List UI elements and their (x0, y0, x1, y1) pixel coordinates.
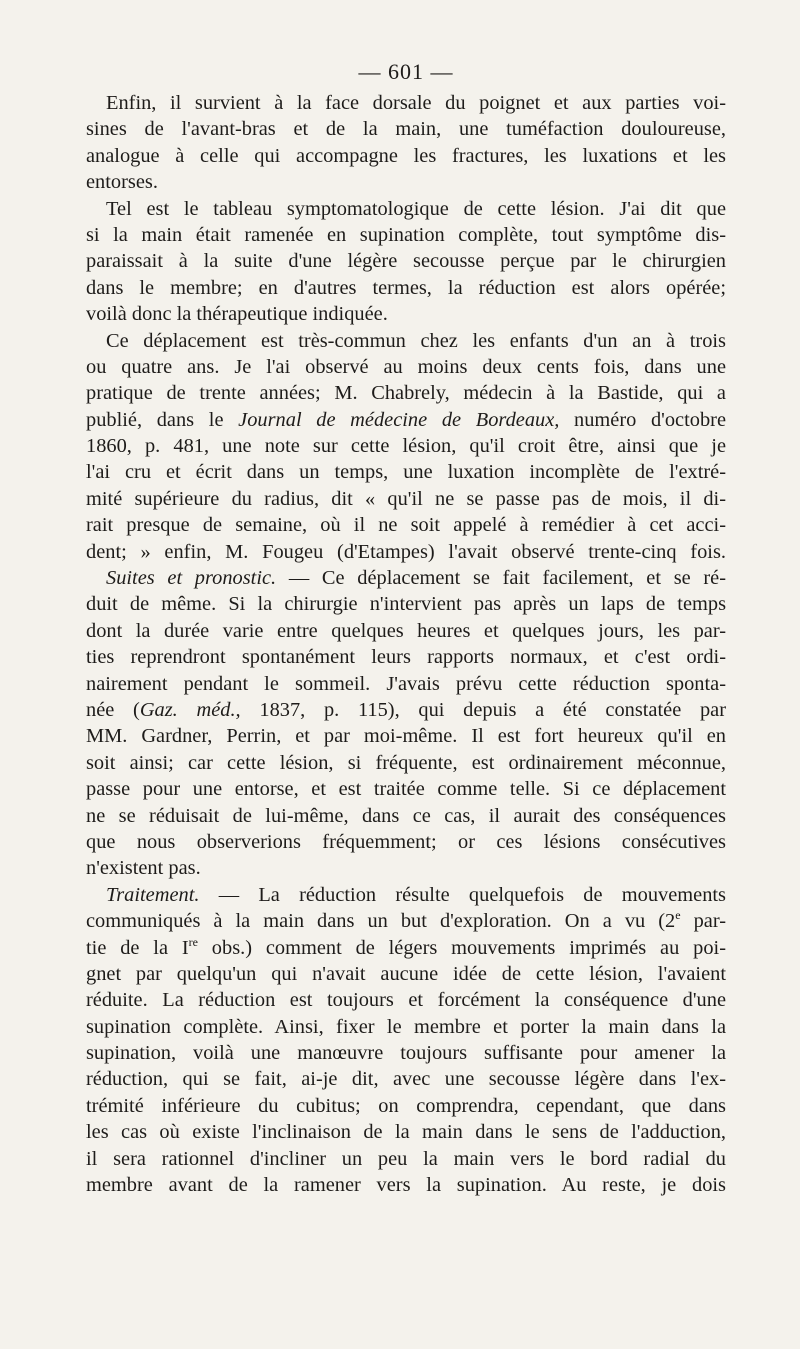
text-line: analogue à celle qui accompagne les fractures, les luxations et les (86, 144, 726, 167)
text-fragment: numéro d'octobre (559, 408, 726, 431)
text-line: rait presque de semaine, où il ne soit appelé à remédier à cet acci- (86, 514, 726, 537)
text-line (86, 935, 726, 961)
text-line: réduction, qui se fait, ai-je dit, avec une secousse légère dans l'ex- (86, 1068, 726, 1091)
text-line: soit ainsi; car cette lésion, si fréquente, est ordinairement méconnue, (86, 751, 726, 774)
text-line: mité supérieure du radius, dit « qu'il ne se passe pas de mois, il di- (86, 487, 726, 510)
superscript: re (188, 934, 198, 949)
journal-title: Journal de médecine de Bordeaux, (238, 408, 560, 431)
text-line: 1860, p. 481, une note sur cette lésion, qu'il croit être, ainsi que je (86, 435, 726, 458)
superscript: e (675, 908, 681, 923)
text-line: dent; » enfin, M. Fougeu (d'Etampes) l'avait observé trente-cinq fois. (86, 540, 726, 563)
text-line: entorses. (86, 171, 158, 194)
text-line (86, 882, 726, 908)
section-heading-traitement: Traitement. (106, 883, 200, 906)
text-line: que nous observerions fréquemment; or ces lésions consécutives (86, 830, 726, 853)
text-line: pratique de trente années; M. Chabrely, médecin à la Bastide, qui a (86, 382, 726, 405)
text-fragment: née ( (86, 698, 140, 721)
text-line: duit de même. Si la chirurgie n'intervient pas après un laps de temps (86, 593, 726, 616)
page-number: — 601 — (358, 59, 454, 84)
text-line: les cas où existe l'inclinaison de la main dans le sens de l'adduction, (86, 1121, 726, 1144)
text-line: Tel est le tableau symptomatologique de cette lésion. J'ai dit que (106, 197, 726, 220)
text-line (86, 908, 726, 934)
text-fragment: obs.) comment de légers mouvements imprimés au poi- (197, 936, 726, 959)
text-line: il sera rationnel d'incliner un peu la main vers le bord radial du (86, 1147, 726, 1170)
text-line: si la main était ramenée en supination complète, tout symptôme dis- (86, 223, 726, 246)
text-line (86, 565, 726, 591)
text-line (86, 407, 726, 433)
text-fragment: publié, dans le (86, 408, 239, 431)
text-fragment: tie de la I (86, 936, 189, 959)
gazette-title: Gaz. méd., (139, 698, 241, 721)
text-fragment: — La réduction résulte quelquefois de mouvements (199, 883, 726, 906)
text-line: passe pour une entorse, et est traitée comme telle. Si ce déplacement (86, 778, 726, 801)
text-line: gnet par quelqu'un qui n'avait aucune idée de cette lésion, l'avaient (86, 962, 726, 985)
text-line: réduite. La réduction est toujours et forcément la conséquence d'une (86, 989, 726, 1012)
text-line: voilà donc la thérapeutique indiquée. (86, 303, 388, 326)
text-line: Enfin, il survient à la face dorsale du poignet et aux parties voi- (106, 92, 726, 114)
text-line: ne se réduisait de lui-même, dans ce cas, il aurait des conséquences (86, 804, 726, 827)
text-line (86, 697, 726, 723)
text-line: ou quatre ans. Je l'ai observé au moins deux cents fois, dans une (86, 355, 726, 378)
text-fragment: 1837, p. 115), qui depuis a été constatée par (240, 698, 726, 721)
text-line: Ce déplacement est très-commun chez les enfants d'un an à trois (106, 329, 726, 352)
text-line: paraissait à la suite d'une légère secousse perçue par le chirurgien (86, 250, 726, 273)
body-text (86, 90, 726, 1198)
text-line: l'ai cru et écrit dans un temps, une luxation incomplète de l'extré- (86, 461, 726, 484)
text-fragment: communiqués à la main dans un but d'exploration. On a vu (2 (86, 910, 676, 933)
text-line: supination, voilà une manœuvre toujours suffisante pour amener la (86, 1042, 726, 1065)
text-line: sines de l'avant-bras et de la main, une tuméfaction douloureuse, (86, 118, 726, 141)
text-line: trémité inférieure du cubitus; on comprendra, cependant, que dans (86, 1094, 726, 1117)
section-heading-suites: Suites et pronostic. (106, 567, 277, 590)
text-line: membre avant de la ramener vers la supination. Au reste, je dois (86, 1174, 726, 1197)
text-line: dans le membre; en d'autres termes, la réduction est alors opérée; (86, 276, 726, 299)
text-line: ties reprendront spontanément leurs rapports normaux, et c'est ordi- (86, 646, 726, 669)
text-line: MM. Gardner, Perrin, et par moi-même. Il est fort heureux qu'il en (86, 725, 726, 748)
text-fragment: — Ce déplacement se fait facilement, et se ré- (276, 567, 726, 590)
text-line: n'existent pas. (86, 857, 201, 880)
text-line: supination complète. Ainsi, fixer le membre et porter la main dans la (86, 1015, 726, 1038)
text-line: dont la durée varie entre quelques heures et quelques jours, les par- (86, 619, 726, 642)
text-fragment: par- (680, 910, 726, 933)
text-line: nairement pendant le sommeil. J'avais prévu cette réduction sponta- (86, 672, 726, 695)
